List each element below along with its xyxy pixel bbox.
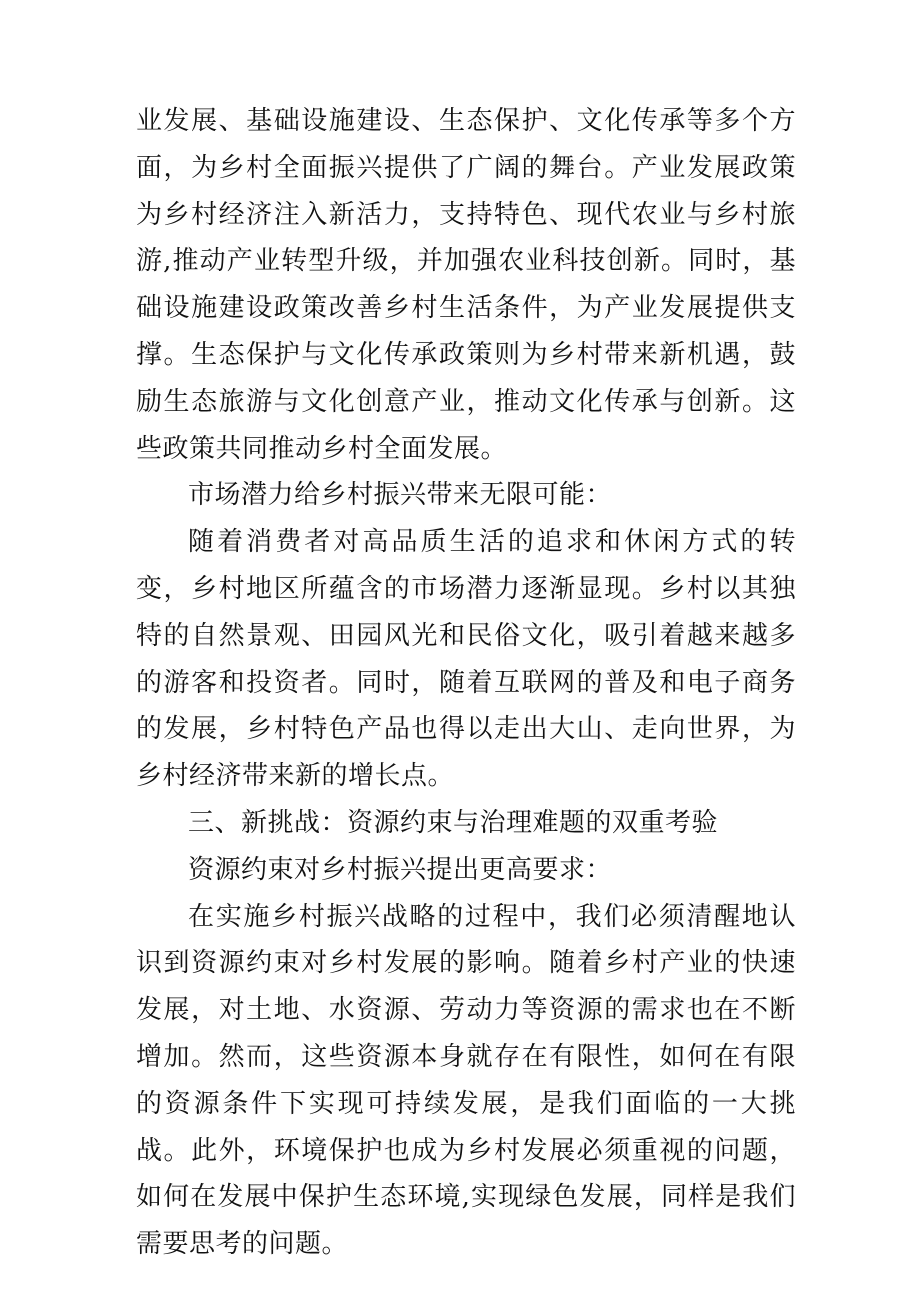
paragraph-resource-constraints: 在实施乡村振兴战略的过程中，我们必须清醒地认识到资源约束对乡村发展的影响。随着乡村产业的快速发展，对土地、水资源、劳动力等资源的需求也在不断增加。然而，这些资源本身就存在有限性，如何在有限的资源条件下实现可持续发展，是我们面临的一大挑战。此外，环境保护也成为乡村发展必须重视的问题，如何在发展中保护生态环境,实现绿色发展，同样是我们需要思考的问题。 <box>136 901 796 1260</box>
subheading-market-potential: 市场潜力给乡村振兴带来无限可能： <box>188 480 613 511</box>
section-heading-new-challenges: 三、新挑战：资源约束与治理难题的双重考验 <box>188 807 719 838</box>
paragraph-market-potential: 随着消费者对高品质生活的追求和休闲方式的转变，乡村地区所蕴含的市场潜力逐渐显现。乡村以其独特的自然景观、田园风光和民俗文化，吸引着越来越多的游客和投资者。同时，随着互联网的普及和电子商务的发展，乡村特色产品也得以走出大山、走向世界，为乡村经济带来新的增长点。 <box>136 527 796 792</box>
subheading-resource-constraints: 资源约束对乡村振兴提出更高要求： <box>188 854 613 885</box>
document-body <box>136 98 796 1268</box>
paragraph-policy-continuation: 业发展、基础设施建设、生态保护、文化传承等多个方面，为乡村全面振兴提供了广阔的舞台。产业发展政策为乡村经济注入新活力，支持特色、现代农业与乡村旅游,推动产业转型升级，并加强农业科技创新。同时，基础设施建设政策改善乡村生活条件，为产业发展提供支撑。生态保护与文化传承政策则为乡村带来新机遇，鼓励生态旅游与文化创意产业，推动文化传承与创新。这些政策共同推动乡村全面发展。 <box>136 106 796 464</box>
